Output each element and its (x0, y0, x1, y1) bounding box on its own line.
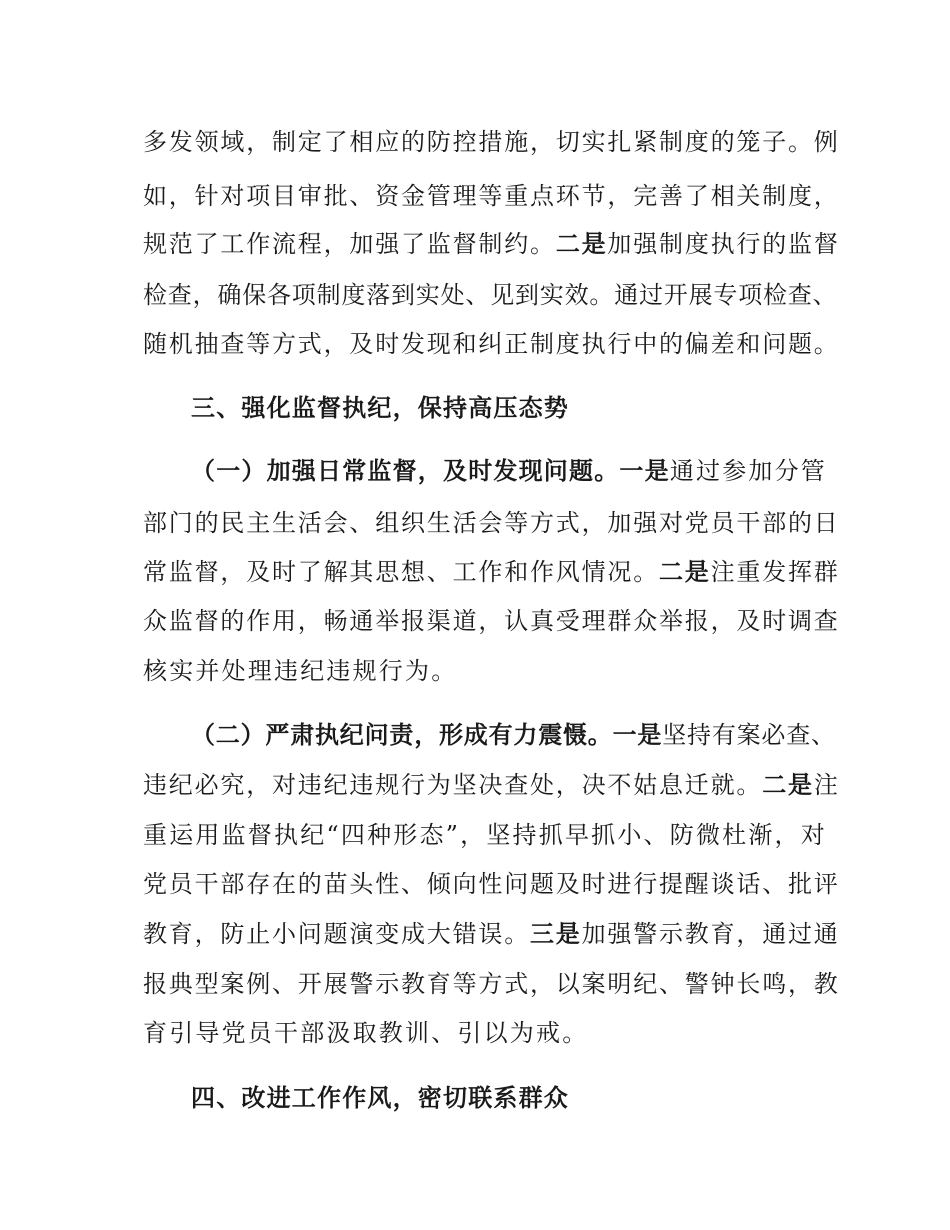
bold-marker: 二是 (659, 558, 711, 586)
text: 加强制度执行的监督 (607, 230, 840, 258)
text: 多发领域，制定了相应的防控措施，切实扎紧制度的笼子。例 (143, 128, 840, 156)
text: 育引导党员干部汲取教训、引以为戒。 (143, 1019, 589, 1047)
paragraph-line (143, 181, 840, 211)
text: 随机抽查等方式，及时发现和纠正制度执行中的偏差和问题。 (143, 330, 840, 358)
section-heading (191, 393, 569, 423)
text: 注 (813, 771, 840, 799)
text: 核实并处理违纪违规行为。 (143, 657, 458, 685)
paragraph-line (143, 606, 840, 636)
paragraph-line (143, 656, 457, 686)
text: 教育，防止小问题演变成大错误。 (143, 920, 530, 948)
paragraph-line (143, 329, 840, 359)
text: 检查，确保各项制度落到实处、见到实效。通过开展专项检查、 (143, 281, 838, 309)
text: 通过参加分管 (669, 457, 828, 485)
subsection-title: （一）加强日常监督，及时发现问题。 (191, 457, 620, 485)
text: 注重发挥群 (710, 558, 840, 586)
text: 众监督的作用，畅通举报渠道，认真受理群众举报，及时调查 (143, 607, 840, 635)
paragraph-line (143, 508, 840, 538)
paragraph-line (143, 557, 840, 587)
bold-marker: 三是 (530, 920, 582, 948)
paragraph-line (191, 456, 827, 486)
subsection-title: （二）严肃执纪问责，形成有力震慑。 (191, 721, 613, 749)
bold-marker: 二是 (762, 771, 814, 799)
heading-text: 三、强化监督执纪，保持高压态势 (191, 394, 569, 422)
text: 加强警示教育，通过通 (581, 920, 840, 948)
paragraph-line (143, 127, 840, 157)
section-heading (191, 1083, 569, 1113)
text: 报典型案例、开展警示教育等方式，以案明纪、警钟长鸣，教 (143, 970, 840, 998)
paragraph-line (143, 229, 840, 259)
text: 如，针对项目审批、资金管理等重点环节，完善了相关制度， (143, 182, 840, 210)
text: 违纪必究，对违纪违规行为坚决查处，决不姑息迁就。 (143, 771, 763, 799)
paragraph-line (143, 919, 840, 949)
paragraph-line (143, 1018, 588, 1048)
paragraph-line (191, 720, 836, 750)
paragraph-line (143, 280, 837, 310)
text: 党员干部存在的苗头性、倾向性问题及时进行提醒谈话、批评 (143, 870, 840, 898)
text: 坚持有案必查、 (662, 721, 836, 749)
text: 重运用监督执纪“四种形态”，坚持抓早抓小、防微杜渐，对 (143, 821, 827, 849)
bold-marker: 一是 (612, 721, 663, 749)
text: 规范了工作流程，加强了监督制约。 (143, 230, 556, 258)
bold-marker: 一是 (619, 457, 670, 485)
paragraph-line (143, 820, 827, 850)
paragraph-line (143, 869, 840, 899)
text: 部门的民主生活会、组织生活会等方式，加强对党员干部的日 (143, 509, 840, 537)
text: 常监督，及时了解其思想、工作和作风情况。 (143, 558, 659, 586)
paragraph-line (143, 770, 840, 800)
paragraph-line (143, 969, 840, 999)
bold-marker: 二是 (555, 230, 608, 258)
heading-text: 四、改进工作作风，密切联系群众 (191, 1084, 569, 1112)
